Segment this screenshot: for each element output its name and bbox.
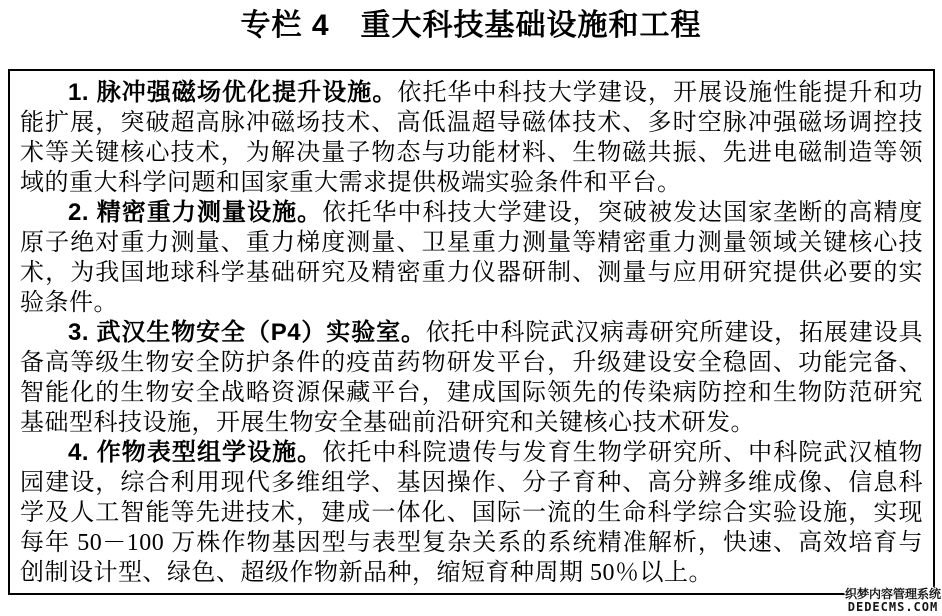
page-title: 专栏 4 重大科技基础设施和工程: [240, 9, 702, 42]
box-item-1-label: 1. 脉冲强磁场优化提升设施。: [68, 79, 398, 106]
box-item-2: [20, 198, 923, 318]
box-item-3-body: 依托中科院武汉病毒研究所建设，拓展建设具备高等级生物安全防护条件的疫苗药物研发平台，升级建设安全稳固、功能完备、智能化的生物安全战略资源保藏平台，建成国际领先的传染病防控和生物防范研究基础型科技设施，开展生物安全基础前沿研究和关键核心技术研发。: [20, 320, 923, 436]
box-item-2-body: 依托华中科技大学建设，突破被发达国家垄断的高精度原子绝对重力测量、重力梯度测量、卫星重力测量等精密重力测量领域关键核心技术，为我国地球科学基础研究及精密重力仪器研制、测量与应用研究提供必要的实验条件。: [20, 200, 923, 316]
feature-box: [8, 69, 935, 595]
cms-watermark-chinese: 织梦内容管理系统: [844, 587, 941, 601]
cms-watermark: [845, 588, 941, 614]
box-item-3: [20, 318, 923, 438]
box-item-1-body: 依托华中科技大学建设，开展设施性能提升和功能扩展，突破超高脉冲磁场技术、高低温超导磁体技术、多时空脉冲强磁场调控技术等关键核心技术，为解决量子物态与功能材料、生物磁共振、先进电磁制造等领域的重大科学问题和国家重大需求提供极端实验条件和平台。: [20, 80, 924, 196]
box-item-4: [20, 438, 923, 588]
box-item-4-body: 依托中科院遗传与发育生物学研究所、中科院武汉植物园建设，综合利用现代多维组学、基因操作、分子育种、高分辨多维成像、信息科学及人工智能等先进技术，建成一体化、国际一流的生命科学综合实验设施，实现每年 50－100 万株作物基因型与表型复杂关系的系统精准解析，快速、高效培育与创制设计型、绿色、超级作物新品种，缩短育种周期 50％以上。: [20, 440, 923, 586]
cms-watermark-domain: DEDECMS.COM: [847, 600, 939, 614]
box-item-1: [20, 78, 923, 198]
box-item-3-label: 3. 武汉生物安全（P4）实验室。: [68, 319, 426, 346]
box-item-4-label: 4. 作物表型组学设施。: [68, 439, 323, 466]
box-item-2-label: 2. 精密重力测量设施。: [68, 199, 323, 226]
